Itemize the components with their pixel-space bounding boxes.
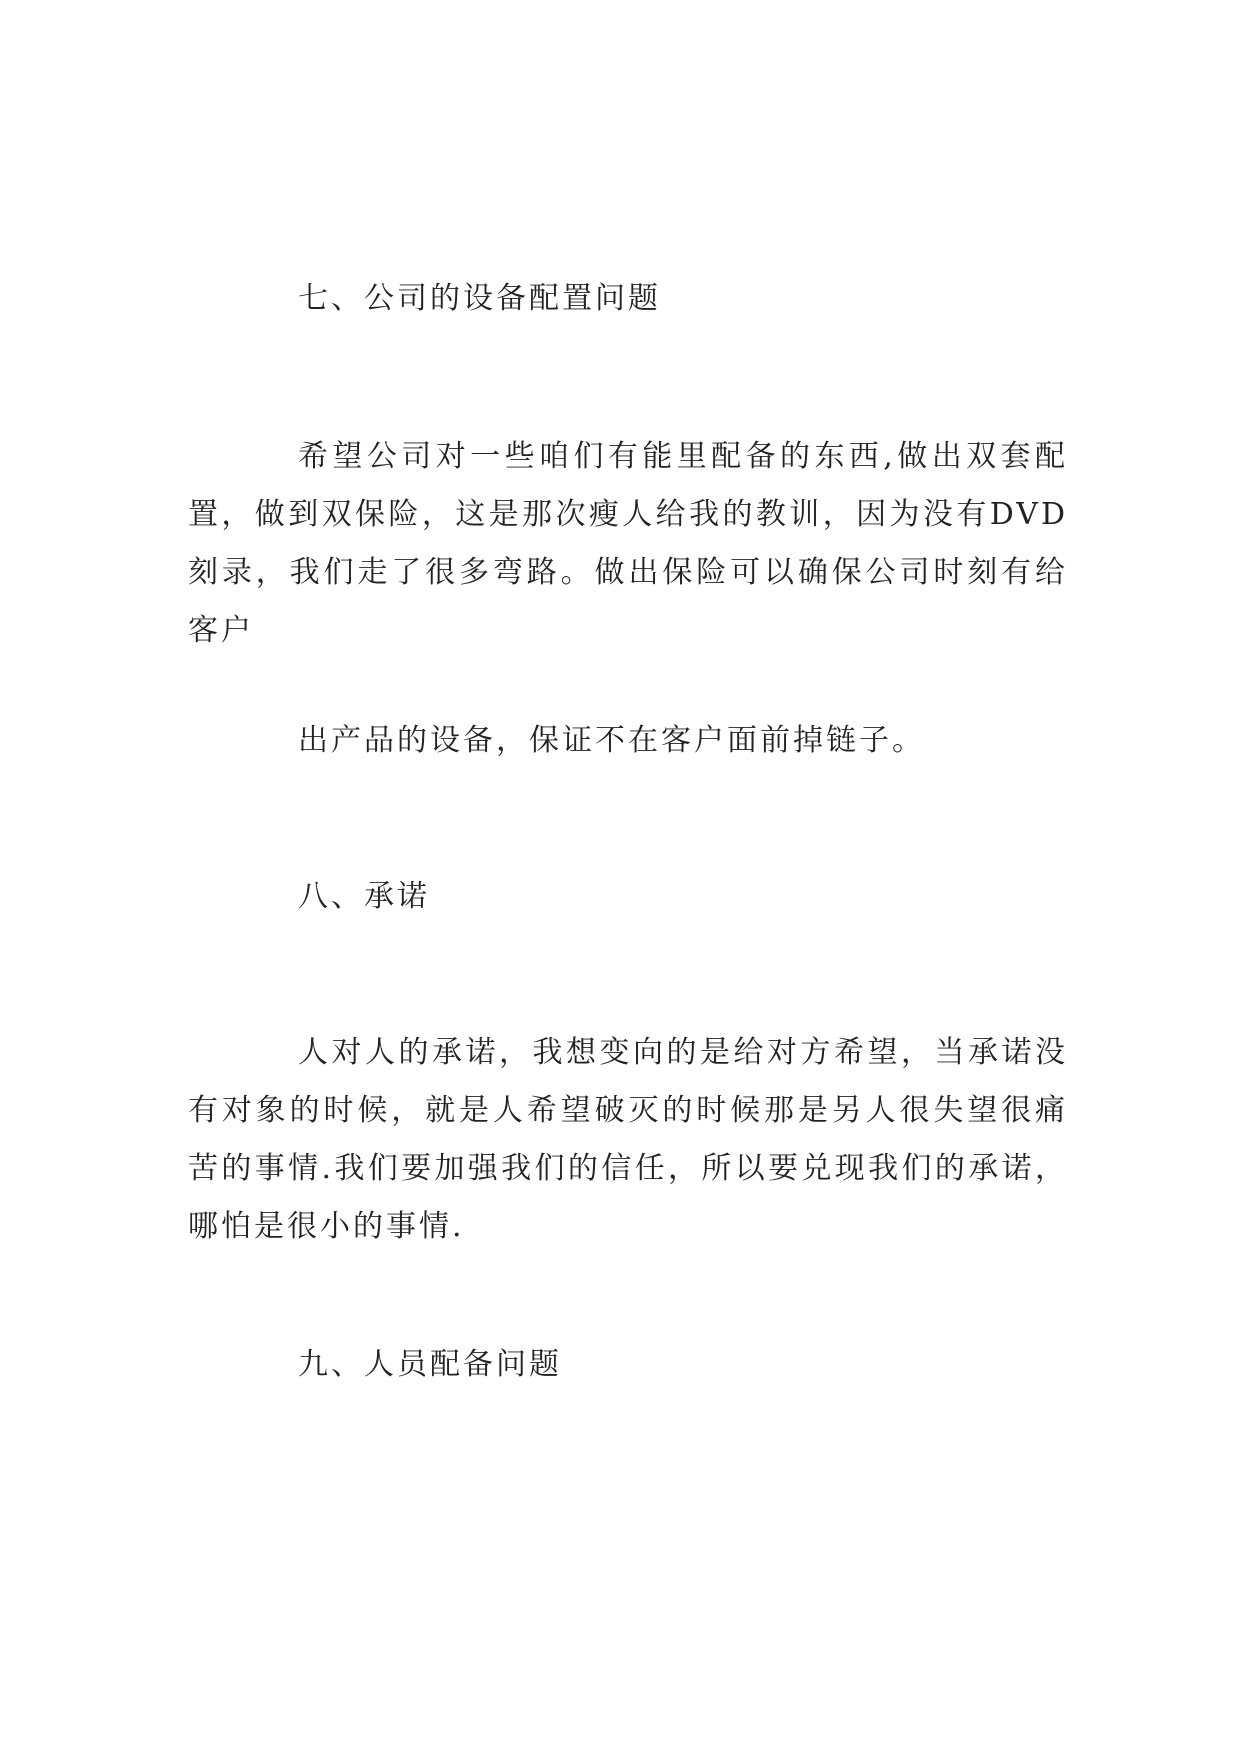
section-heading-equipment: 七、公司的设备配置问题 — [298, 281, 661, 316]
section-heading-promise: 八、承诺 — [298, 879, 430, 914]
section-heading-staffing: 九、人员配备问题 — [298, 1347, 562, 1382]
paragraph-promise: 人对人的承诺，我想变向的是给对方希望，当承诺没有对象的时候，就是人希望破灭的时候那是另人很失望很痛苦的事情.我们要加强我们的信任，所以要兑现我们的承诺，哪怕是很小的事情. — [188, 1035, 1068, 1244]
paragraph-equipment-2: 出产品的设备，保证不在客户面前掉链子。 — [298, 723, 925, 758]
paragraph-equipment-1: 希望公司对一些咱们有能里配备的东西,做出双套配置，做到双保险，这是那次瘦人给我的教训，因为没有DVD刻录，我们走了很多弯路。做出保险可以确保公司时刻有给客户 — [188, 439, 1068, 648]
